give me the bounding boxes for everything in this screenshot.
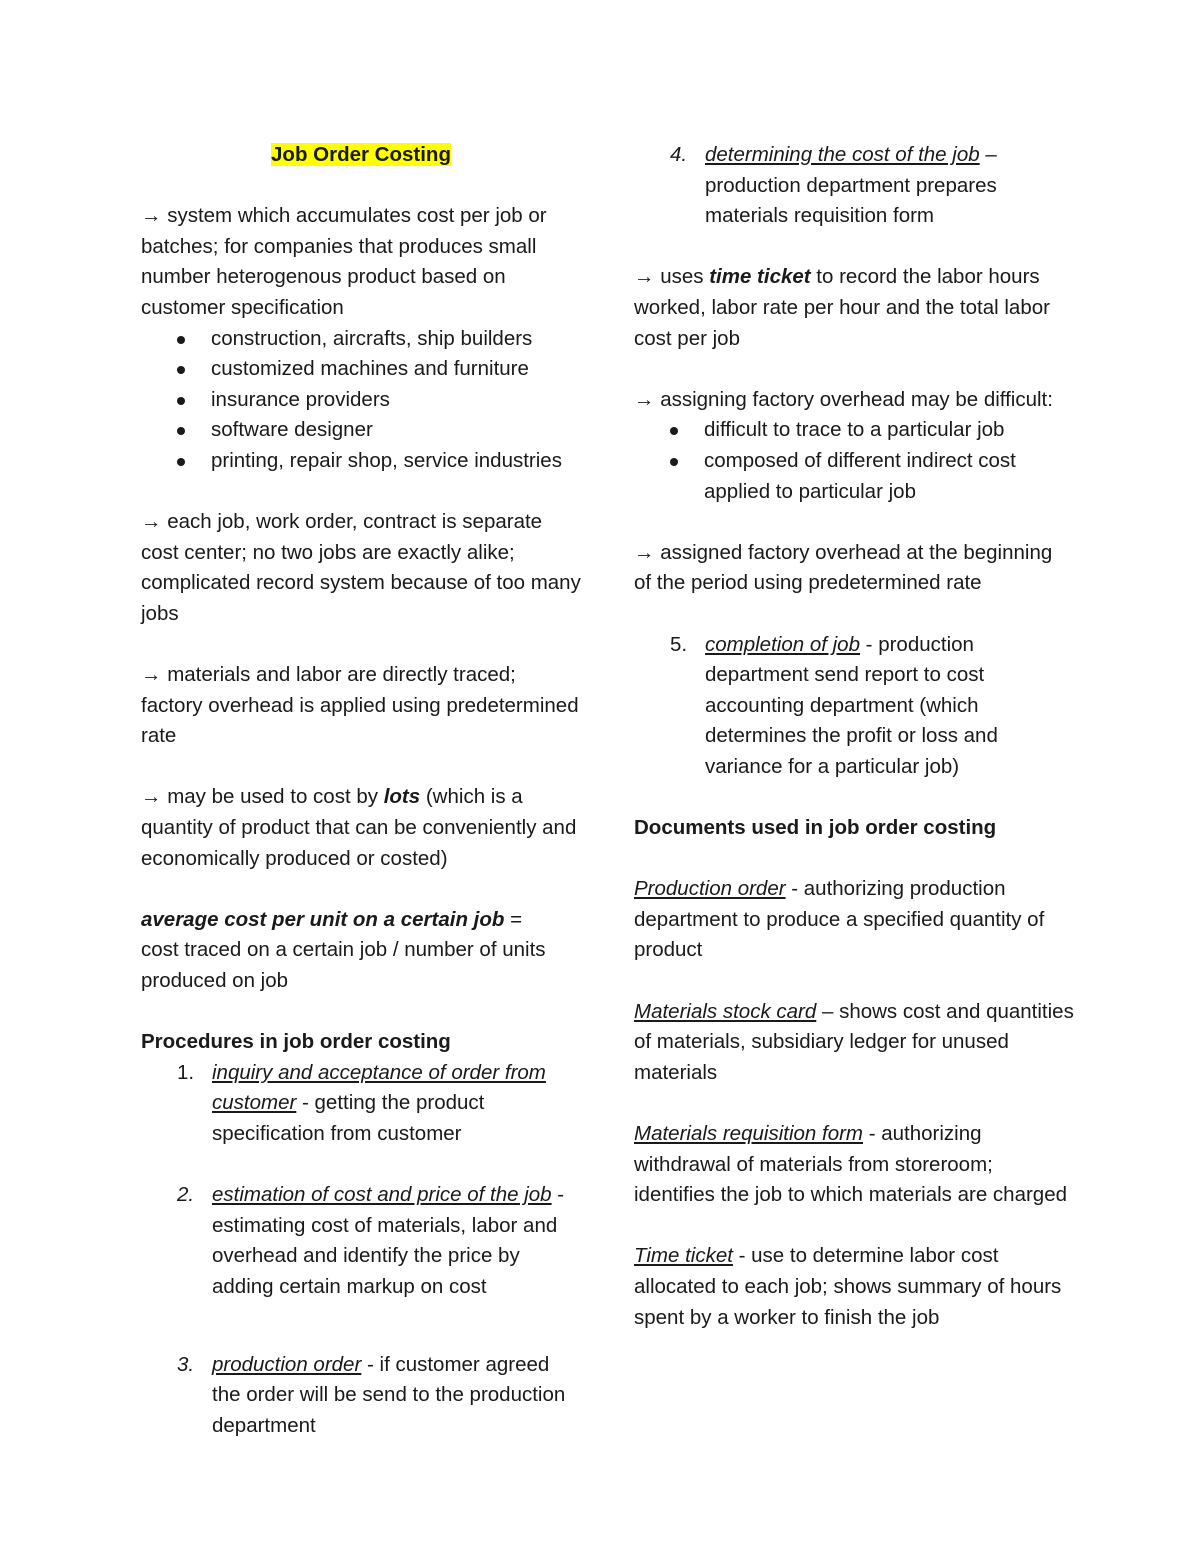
list-item: software designer bbox=[141, 415, 581, 446]
document-item: Production order - authorizing production department to produce a specified quantity of product bbox=[634, 877, 1045, 962]
step-term: determining the cost of the job bbox=[705, 143, 980, 166]
step-term: production order bbox=[212, 1352, 362, 1376]
examples-list bbox=[141, 324, 581, 477]
step-term: inquiry and acceptance of order from customer bbox=[212, 1060, 546, 1115]
right-column bbox=[634, 140, 1074, 1333]
list-item: insurance providers bbox=[141, 385, 581, 416]
procedure-step-3: 3. production order - if customer agreed the order will be send to the production department bbox=[177, 1352, 566, 1437]
procedure-step-4: 4. determining the cost of the job – production department prepares materials requisition form bbox=[670, 143, 997, 228]
document-item: Time ticket - use to determine labor cost allocated to each job; shows summary of hours spent by a worker to finish the job bbox=[634, 1244, 1062, 1329]
time-ticket-paragraph: → uses time ticket to record the labor hours worked, labor rate per hour and the total labor cost per job bbox=[634, 265, 1050, 350]
left-column bbox=[141, 140, 581, 1441]
list-item: composed of different indirect cost applied to particular job bbox=[634, 446, 1074, 507]
document-term: Production order bbox=[634, 877, 786, 901]
document-item: Materials requisition form - authorizing withdrawal of materials from storeroom; identifies the job to which materials are charged bbox=[634, 1122, 1068, 1207]
average-cost-term: average cost per unit on a certain job bbox=[141, 907, 505, 931]
overhead-list bbox=[634, 415, 1074, 507]
intro-paragraph: → system which accumulates cost per job or batches; for companies that produces small number heterogenous product based on customer specification bbox=[141, 204, 547, 319]
document-term: Materials stock card bbox=[634, 999, 817, 1023]
list-item: construction, aircrafts, ship builders bbox=[141, 324, 581, 355]
step-term: estimation of cost and price of the job bbox=[212, 1183, 552, 1207]
document-item: Materials stock card – shows cost and quantities of materials, subsidiary ledger for unused materials bbox=[634, 999, 1074, 1084]
lots-paragraph: → may be used to cost by lots (which is a quantity of product that can be conveniently and economically produced or costed) bbox=[141, 785, 577, 870]
traced-paragraph: → materials and labor are directly traced; factory overhead is applied using predetermined rate bbox=[141, 663, 579, 748]
document-term: Materials requisition form bbox=[634, 1122, 863, 1145]
list-item: customized machines and furniture bbox=[141, 354, 581, 385]
procedure-step-2: 2. estimation of cost and price of the job - estimating cost of materials, labor and overhead and identify the price by adding certain markup on cost bbox=[177, 1183, 565, 1298]
procedures-heading: Procedures in job order costing bbox=[141, 1030, 451, 1054]
list-item: difficult to trace to a particular job bbox=[634, 415, 1074, 446]
cost-center-paragraph: → each job, work order, contract is separate cost center; no two jobs are exactly alike; complicated record system because of too many jobs bbox=[141, 510, 581, 625]
lots-term: lots bbox=[383, 785, 421, 809]
list-item: printing, repair shop, service industries bbox=[141, 446, 581, 477]
document-term: Time ticket bbox=[634, 1244, 733, 1268]
documents-heading: Documents used in job order costing bbox=[634, 816, 997, 840]
page-title: Job Order Costing bbox=[271, 143, 451, 166]
procedure-step-1: 1. inquiry and acceptance of order from customer - getting the product specification from customer bbox=[177, 1060, 546, 1145]
procedure-step-5: 5. completion of job - production department send report to cost accounting department (which determines the profit or loss and variance for a particular job) bbox=[670, 632, 998, 778]
average-cost-formula: cost traced on a certain job / number of units produced on job bbox=[141, 938, 546, 993]
overhead-intro: → assigning factory overhead may be difficult: bbox=[634, 387, 1053, 411]
average-cost-paragraph: average cost per unit on a certain job = cost traced on a certain job / number of units produced on job bbox=[141, 907, 546, 993]
assigned-overhead-paragraph: → assigned factory overhead at the beginning of the period using predetermined rate bbox=[634, 540, 1053, 595]
time-ticket-term: time ticket bbox=[709, 265, 811, 289]
step-term: completion of job bbox=[705, 632, 860, 656]
